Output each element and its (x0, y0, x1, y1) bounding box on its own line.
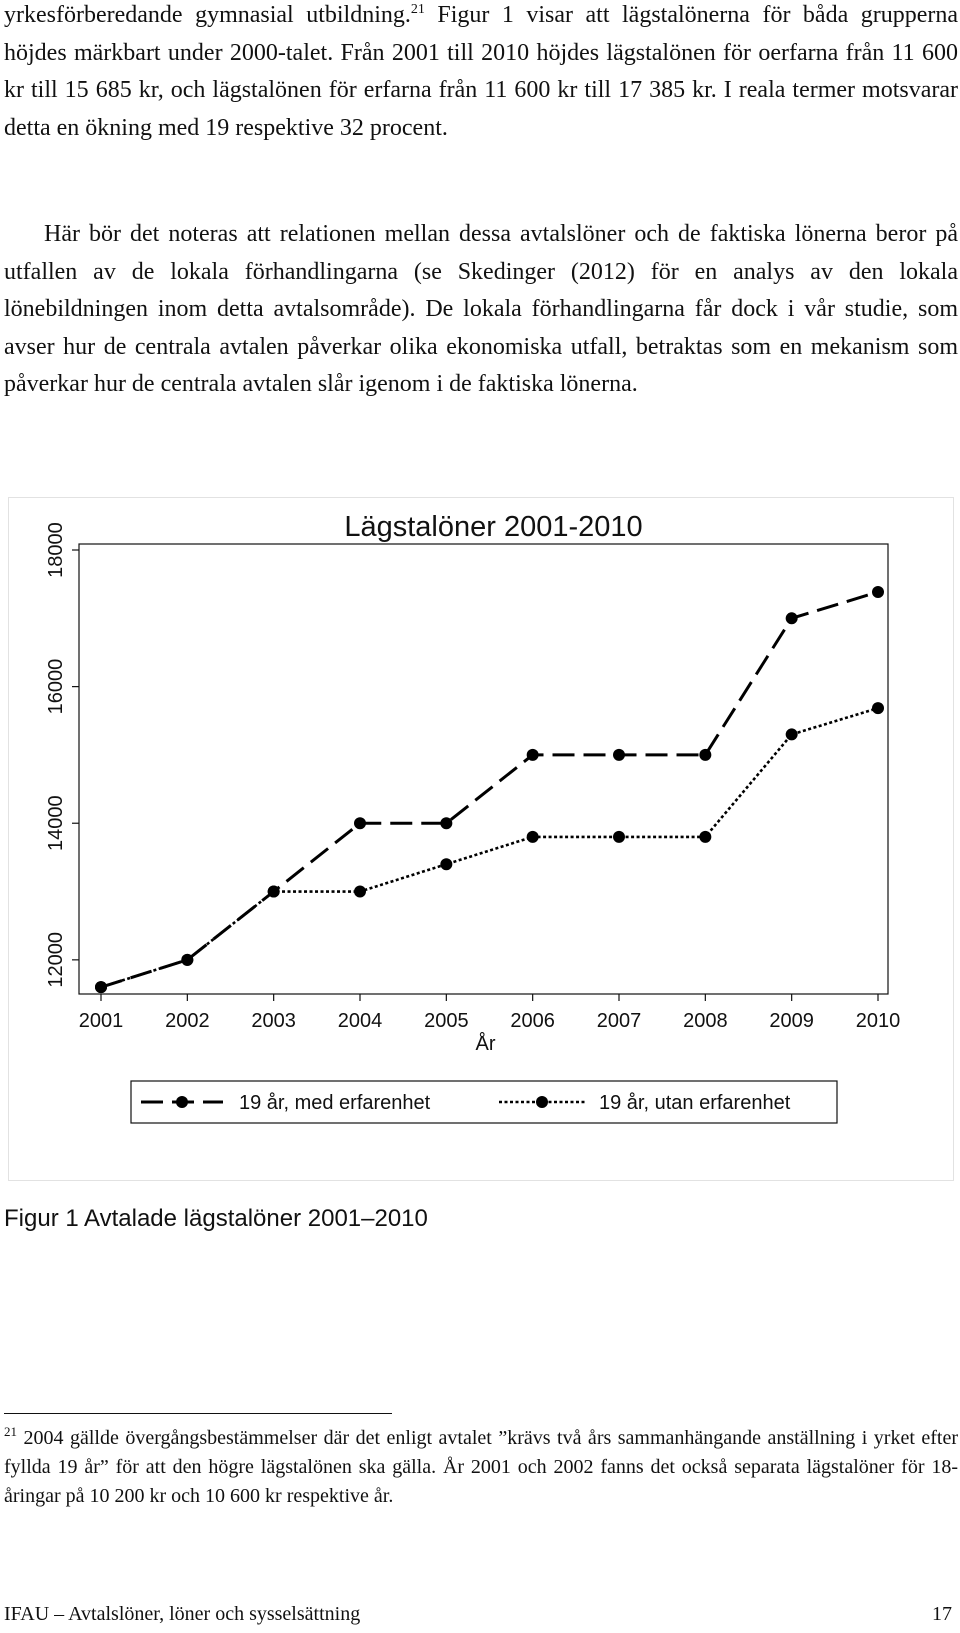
series-line (101, 592, 878, 987)
y-tick-label: 12000 (45, 932, 67, 988)
running-footer: IFAU – Avtalslöner, löner och sysselsättning (4, 1603, 361, 1625)
data-point (699, 831, 711, 843)
footnote-number: 21 (4, 1424, 17, 1439)
page-number: 17 (932, 1603, 952, 1625)
paragraph-text: yrkesförberedande gymnasial utbildning. (4, 2, 411, 28)
chart-title: Lägstalöner 2001-2010 (344, 511, 643, 543)
x-tick-label: 2010 (855, 1010, 901, 1032)
x-tick-label: 2005 (424, 1010, 469, 1032)
y-tick-label: 16000 (45, 658, 67, 715)
data-point (699, 749, 711, 761)
data-point (440, 858, 452, 870)
data-point (786, 728, 798, 740)
data-point (527, 831, 539, 843)
footnote (4, 1424, 958, 1511)
x-tick-label: 2009 (769, 1010, 814, 1032)
x-tick-label: 2006 (510, 1010, 555, 1032)
x-tick-label: 2001 (78, 1010, 124, 1032)
data-point (527, 749, 539, 761)
legend-label: 19 år, utan erfarenhet (599, 1092, 791, 1114)
legend-label: 19 år, med erfarenhet (239, 1092, 431, 1114)
data-point (613, 749, 625, 761)
figure-caption: Figur 1 Avtalade lägstalöner 2001–2010 (4, 1205, 428, 1232)
data-point (872, 586, 884, 598)
y-tick-label: 18000 (45, 522, 67, 578)
data-point (440, 817, 452, 829)
footnote-reference[interactable]: 21 (410, 2, 425, 17)
x-axis-label: År (475, 1033, 496, 1055)
legend-marker (536, 1096, 548, 1108)
data-point (613, 831, 625, 843)
figure-chart (8, 497, 954, 1181)
y-tick-label: 14000 (45, 795, 67, 852)
series-line (101, 708, 878, 987)
data-point (354, 886, 366, 898)
line-chart (9, 498, 953, 1180)
body-paragraph-2: Här bör det noteras att relationen mellan dessa avtalslöner och de faktiska lönerna beror på utfallen av de lokala förhandlingarna (se Skedinger (2012) för en analys av den lokala lönebildningen inom detta avtalsområde). De lokala förhandlingarna får dock i vår studie, som avser hur de centrala avtalen påverkar olika ekonomiska utfall, betraktas som en mekanism som påverkar hur de centrala avtalen slår igenom i de faktiska lönerna. (4, 221, 958, 398)
legend-marker (176, 1096, 188, 1108)
footnote-text: 2004 gällde övergångsbestämmelser där det enligt avtalet ”krävs två års sammanhängande anställning i yrket efter fyllda 19 år” för att den högre lägstalönen ska gälla. År 2001 och 2002 fanns det också separata lägstalöner för 18-åringar på 10 200 kr och 10 600 kr respektive år. (4, 1427, 958, 1507)
data-point (354, 817, 366, 829)
x-tick-label: 2007 (596, 1010, 642, 1032)
data-point (872, 702, 884, 714)
x-tick-label: 2008 (683, 1010, 728, 1032)
x-tick-label: 2004 (337, 1010, 383, 1032)
footnote-separator (4, 1413, 392, 1414)
body-paragraph-1 (4, 0, 958, 147)
x-tick-label: 2003 (251, 1010, 296, 1032)
data-point (268, 886, 280, 898)
data-point (181, 954, 193, 966)
paragraph-text: Figur 1 visar att lägstalönerna för båda grupperna höjdes märkbart under 2000-talet. Från 2001 till 2010 höjdes lägstalönen för oerfarna från 11 600 kr till 15 685 kr, och lägstalönen för erfarna från 11 600 kr till 17 385 kr. I reala termer motsvarar detta en ökning med 19 respektive 32 procent. (4, 2, 959, 141)
x-tick-label: 2002 (165, 1010, 210, 1032)
plot-frame (79, 544, 888, 994)
data-point (786, 612, 798, 624)
data-point (95, 981, 107, 993)
